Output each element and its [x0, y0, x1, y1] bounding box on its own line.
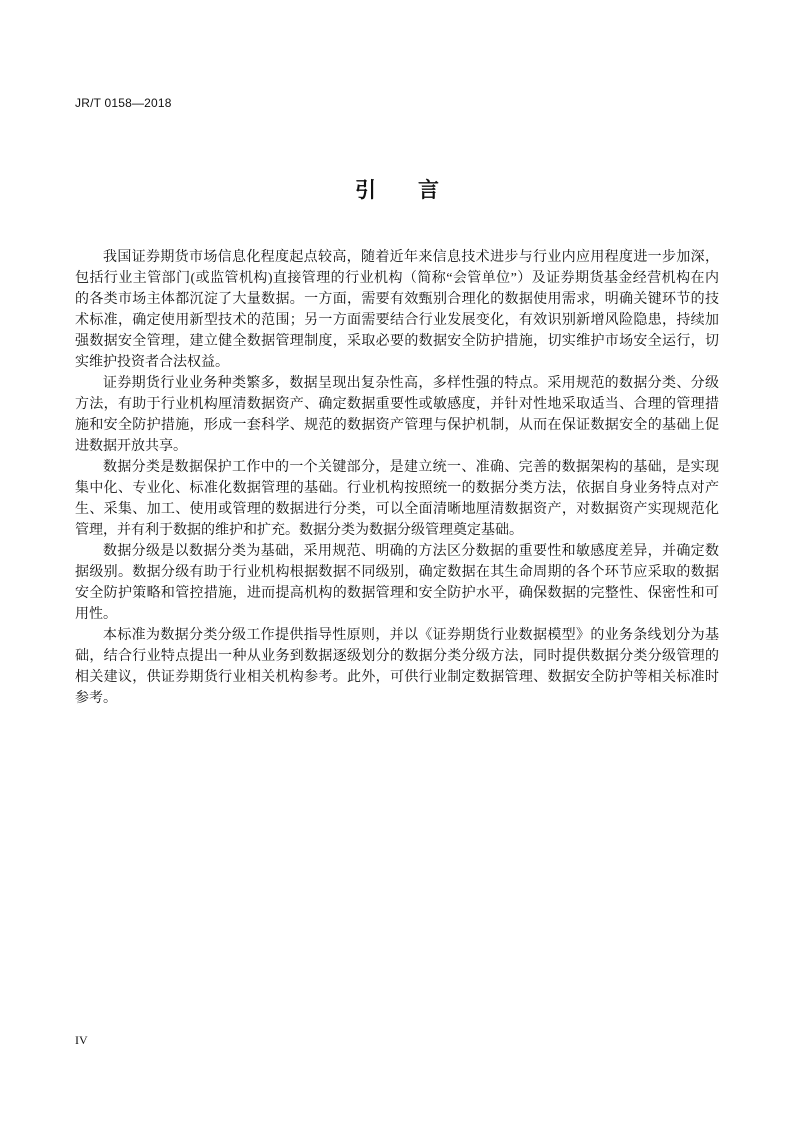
- paragraph-line: 数据分类是数据保护工作中的一个关键部分，是建立统一、准确、完善的数据架构的基础，是实现: [103, 460, 719, 475]
- body-text: [75, 247, 719, 709]
- paragraph-3: [75, 457, 719, 541]
- paragraph-line: 相关建议，供证券期货行业相关机构参考。此外，可供行业制定数据管理、数据安全防护等相关标准时: [75, 670, 719, 685]
- paragraph-line: 术标准，确定使用新型技术的范围；另一方面需要结合行业发展变化，有效识别新增风险隐患，持续加: [75, 313, 719, 328]
- paragraph-line: 的各类市场主体都沉淀了大量数据。一方面，需要有效甄别合理化的数据使用需求，明确关键环节的技: [75, 292, 719, 307]
- page-title: 引 言: [355, 178, 439, 202]
- paragraph-line: 证券期货行业业务种类繁多，数据呈现出复杂性高，多样性强的特点。采用规范的数据分类、分级: [103, 376, 719, 391]
- standard-code: JR/T 0158—2018: [75, 96, 172, 110]
- paragraph-line: 础，结合行业特点提出一种从业务到数据逐级划分的数据分类分级方法，同时提供数据分类分级管理的: [75, 649, 719, 664]
- paragraph-line: 用性。: [75, 607, 117, 622]
- paragraph-1: [75, 247, 719, 373]
- paragraph-line: 进数据开放共享。: [75, 439, 187, 454]
- paragraph-line: 施和安全防护措施，形成一套科学、规范的数据资产管理与保护机制，从而在保证数据安全的基础上促: [75, 418, 719, 433]
- paragraph-line: 安全防护策略和管控措施，进而提高机构的数据管理和安全防护水平，确保数据的完整性、保密性和可: [75, 586, 719, 601]
- paragraph-line: 生、采集、加工、使用或管理的数据进行分类，可以全面清晰地厘清数据资产，对数据资产实现规范化: [75, 502, 719, 517]
- paragraph-line: 管理，并有利于数据的维护和扩充。数据分类为数据分级管理奠定基础。: [75, 523, 523, 538]
- paragraph-line: 强数据安全管理，建立健全数据管理制度，采取必要的数据安全防护措施，切实维护市场安全运行，切: [75, 334, 719, 349]
- paragraph-2: [75, 373, 719, 457]
- paragraph-line: 参考。: [75, 691, 117, 706]
- paragraph-line: 据级别。数据分级有助于行业机构根据数据不同级别，确定数据在其生命周期的各个环节应采取的数据: [75, 565, 719, 580]
- paragraph-line: 本标准为数据分类分级工作提供指导性原则，并以《证券期货行业数据模型》的业务条线划分为基: [103, 628, 719, 643]
- paragraph-4: [75, 541, 719, 625]
- paragraph-5: [75, 625, 719, 709]
- paragraph-line: 实维护投资者合法权益。: [75, 355, 229, 370]
- page-number: IV: [75, 1033, 88, 1047]
- paragraph-line: 数据分级是以数据分类为基础，采用规范、明确的方法区分数据的重要性和敏感度差异，并确定数: [103, 544, 719, 559]
- paragraph-line: 我国证券期货市场信息化程度起点较高，随着近年来信息技术进步与行业内应用程度进一步加深，: [103, 250, 719, 265]
- paragraph-line: 包括行业主管部门(或监管机构)直接管理的行业机构（简称“会管单位”）及证券期货基金经营机构在内: [75, 271, 719, 286]
- paragraph-line: 集中化、专业化、标准化数据管理的基础。行业机构按照统一的数据分类方法，依据自身业务特点对产: [75, 481, 719, 496]
- paragraph-line: 方法，有助于行业机构厘清数据资产、确定数据重要性或敏感度，并针对性地采取适当、合理的管理措: [75, 397, 719, 412]
